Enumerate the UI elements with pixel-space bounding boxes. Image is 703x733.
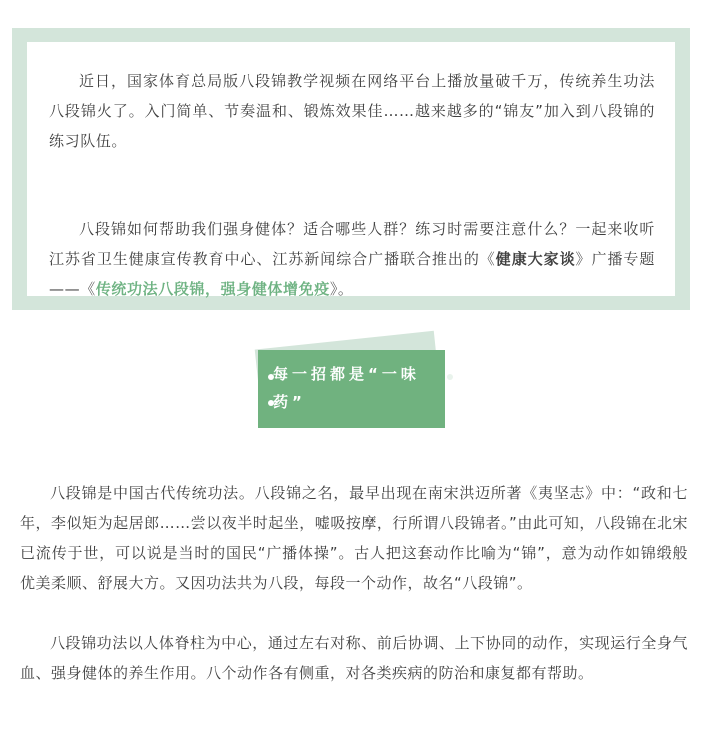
section-heading [250,330,460,440]
heading-badge [258,350,445,428]
intro-paragraph-2-mid: 》广播专题——《 [49,250,655,298]
program-name: 健康大家谈 [495,250,576,268]
intro-paragraph-2 [49,214,655,304]
section-heading-title [273,360,438,416]
intro-paragraph-1: 近日，国家体育总局版八段锦教学视频在网络平台上播放量破千万，传统养生功法八段锦火了。入门简单、节奏温和、锻炼效果佳……越来越多的“锦友”加入到八段锦的练习队伍。 [49,72,655,150]
intro-box [27,42,675,296]
program-topic: 传统功法八段锦，强身健体增免疫 [95,280,330,298]
heading-line-1: 每一招都是“一味 [273,365,420,383]
heading-line-2: 药” [273,393,306,411]
intro-paragraph-2-text: 八段锦如何帮助我们强身健体？适合哪些人群？练习时需要注意什么？一起来收听江苏省卫生健康宣传教育中心、江苏新闻综合广播联合推出的《 [49,220,655,268]
intro-frame [12,28,690,310]
intro-paragraph-2-end: 》。 [329,280,354,298]
body-paragraph-2: 八段锦功法以人体脊柱为中心，通过左右对称、前后协调、上下协同的动作，实现运行全身气血、强身健体的养生作用。八个动作各有侧重，对各类疾病的防治和康复都有帮助。 [20,634,688,682]
body-paragraph-1: 八段锦是中国古代传统功法。八段锦之名，最早出现在南宋洪迈所著《夷坚志》中：“政和七年，李似矩为起居郎……尝以夜半时起坐，嘘吸按摩，行所谓八段锦者。”由此可知，八段锦在北宋已流传于世，可以说是当时的国民“广播体操”。古人把这套动作比喻为“锦”，意为动作如锦缎般优美柔顺、舒展大方。又因功法共为八段，每段一个动作，故名“八段锦”。 [20,484,688,592]
dot-icon [447,374,453,380]
